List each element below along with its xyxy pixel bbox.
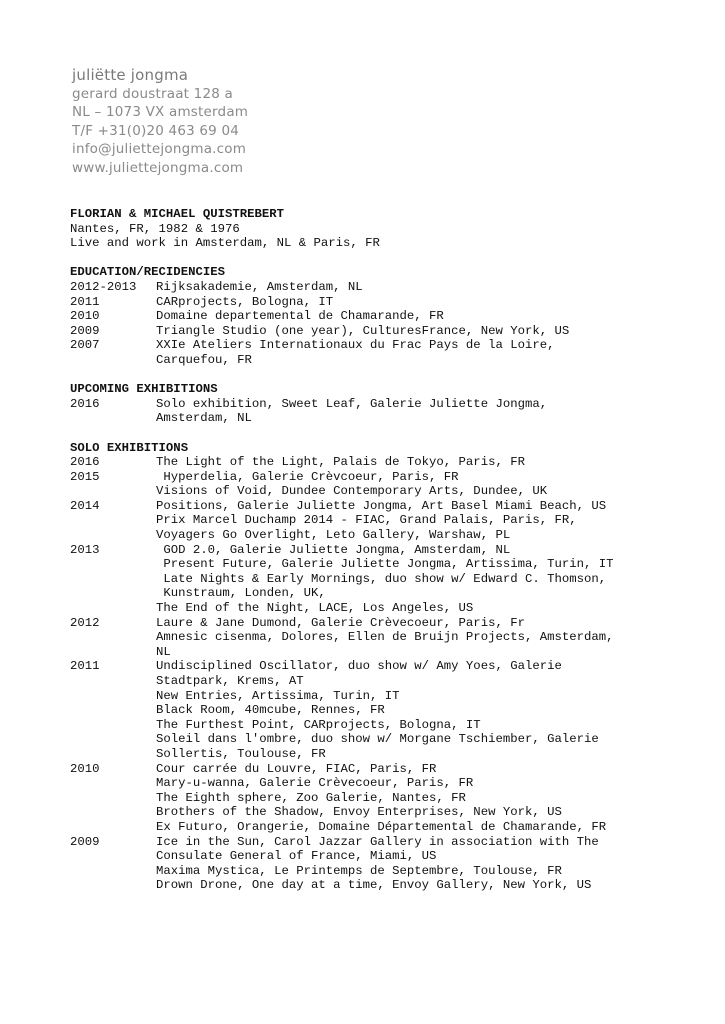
upcoming-heading: UPCOMING EXHIBITIONS [70, 382, 218, 397]
cv-entry-year: 2016 [70, 396, 100, 411]
artist-residence: Live and work in Amsterdam, NL & Paris, FR [70, 236, 380, 251]
cv-entry-line [70, 747, 670, 762]
cv-entry-text: CARprojects, Bologna, IT [156, 294, 334, 309]
artist-origin: Nantes, FR, 1982 & 1976 [70, 221, 240, 236]
cv-entry-line [70, 864, 670, 879]
cv-entry-year: 2013 [70, 542, 100, 557]
cv-entry-line [70, 309, 670, 324]
cv-entry-line [70, 324, 670, 339]
cv-entry-text: Maxima Mystica, Le Printemps de Septembre, Toulouse, FR [156, 863, 562, 878]
cv-entry-line [70, 849, 670, 864]
cv-entry-year: 2011 [70, 659, 100, 674]
cv-entry-text: Consulate General of France, Miami, US [156, 849, 437, 864]
cv-entry-text: Stadtpark, Krems, AT [156, 674, 304, 688]
cv-entry-year: 2015 [70, 469, 100, 484]
cv-entry-line [70, 601, 670, 616]
cv-entry-line [70, 338, 670, 353]
cv-entry-text: Undisciplined Oscillator, duo show w/ Amy Yoes, Galerie [156, 659, 562, 674]
cv-entry-text: Amnesic cisenma, Dolores, Ellen de Bruijn Projects, Amsterdam, [156, 630, 614, 645]
cv-entry-year: 2007 [70, 338, 100, 353]
cv-entry-text: Domaine departemental de Chamarande, FR [156, 309, 444, 324]
cv-entry-text: Mary-u-wanna, Galerie Crèvecoeur, Paris, FR [156, 776, 474, 791]
cv-entry-line [70, 280, 670, 295]
cv-entry-year: 2012-2013 [70, 279, 137, 294]
cv-entry-text: Sollertis, Toulouse, FR [156, 746, 326, 761]
cv-entry-year: 2016 [70, 455, 100, 470]
gallery-phone: T/F +31(0)20 463 69 04 [72, 122, 240, 139]
cv-entry-line [70, 411, 670, 426]
cv-entry-text: Ex Futuro, Orangerie, Domaine Départemental de Chamarande, FR [156, 819, 607, 834]
upcoming-section [70, 382, 670, 426]
cv-entry-line [70, 776, 670, 791]
cv-entry-year: 2010 [70, 761, 100, 776]
solo-list [70, 455, 670, 893]
cv-entry-text: The Eighth sphere, Zoo Galerie, Nantes, FR [156, 790, 466, 805]
cv-entry-year: 2009 [70, 834, 100, 849]
cv-entry-line [70, 703, 670, 718]
cv-entry-line [70, 353, 670, 368]
cv-entry-line [70, 659, 670, 674]
gallery-letterhead [72, 66, 292, 177]
cv-entry-text: Carquefou, FR [156, 352, 252, 367]
cv-entry-text: The End of the Night, LACE, Los Angeles, US [156, 601, 474, 616]
cv-entry-line [70, 572, 670, 587]
education-section [70, 265, 670, 367]
cv-entry-line [70, 674, 670, 689]
gallery-name: juliëtte jongma [72, 66, 189, 84]
gallery-website[interactable]: www.juliettejongma.com [72, 159, 244, 176]
solo-heading: SOLO EXHIBITIONS [70, 440, 189, 455]
cv-entry-line [70, 878, 670, 893]
gallery-city: NL – 1073 VX amsterdam [72, 104, 249, 120]
cv-entry-year: 2014 [70, 498, 100, 513]
cv-entry-text: The Light of the Light, Palais de Tokyo, Paris, FR [156, 455, 525, 470]
cv-entry-year: 2010 [70, 309, 100, 324]
cv-entry-text: Hyperdelia, Galerie Crèvcoeur, Paris, FR [156, 469, 459, 484]
cv-entry-text: Rijksakademie, Amsterdam, NL [156, 279, 363, 294]
cv-entry-text: Prix Marcel Duchamp 2014 - FIAC, Grand Palais, Paris, FR, [156, 513, 577, 528]
cv-entry-text: GOD 2.0, Galerie Juliette Jongma, Amsterdam, NL [156, 542, 511, 557]
cv-entry-line [70, 528, 670, 543]
cv-entry-line [70, 835, 670, 850]
cv-entry-line [70, 762, 670, 777]
cv-entry-text: XXIe Ateliers Internationaux du Frac Pays de la Loire, [156, 338, 555, 353]
cv-entry-text: Ice in the Sun, Carol Jazzar Gallery in association with The [156, 834, 599, 849]
cv-entry-text: Drown Drone, One day at a time, Envoy Gallery, New York, US [156, 878, 592, 893]
cv-entry-text: NL [156, 644, 171, 659]
cv-entry-text: New Entries, Artissima, Turin, IT [156, 688, 400, 703]
gallery-email: info@juliettejongma.com [72, 141, 247, 157]
cv-entry-line [70, 397, 670, 412]
cv-entry-text: Visions of Void, Dundee Contemporary Arts, Dundee, UK [156, 484, 548, 499]
cv-entry-text: Triangle Studio (one year), CulturesFrance, New York, US [156, 323, 570, 338]
cv-entry-text: Voyagers Go Overlight, Leto Gallery, Warshaw, PL [156, 528, 511, 543]
cv-entry-line [70, 513, 670, 528]
cv-entry-line [70, 616, 670, 631]
cv-entry-year: 2012 [70, 615, 100, 630]
cv-entry-line [70, 689, 670, 704]
education-heading: EDUCATION/RECIDENCIES [70, 265, 225, 280]
cv-entry-line [70, 586, 670, 601]
cv-entry-line [70, 718, 670, 733]
section-gap [70, 426, 670, 441]
cv-entry-text: Brothers of the Shadow, Envoy Enterprises, New York, US [156, 805, 562, 820]
section-gap [70, 368, 670, 383]
cv-entry-text: Solo exhibition, Sweet Leaf, Galerie Juliette Jongma, [156, 396, 548, 411]
cv-entry-year: 2009 [70, 323, 100, 338]
cv-entry-text: Cour carrée du Louvre, FIAC, Paris, FR [156, 761, 437, 776]
cv-entry-line [70, 557, 670, 572]
cv-entry-line [70, 484, 670, 499]
solo-section [70, 441, 670, 893]
education-list [70, 280, 670, 368]
cv-entry-line [70, 805, 670, 820]
cv-entry-text: Amsterdam, NL [156, 411, 252, 426]
cv-entry-text: Positions, Galerie Juliette Jongma, Art Basel Miami Beach, US [156, 498, 607, 513]
cv-entry-line [70, 455, 670, 470]
cv-entry-text: Present Future, Galerie Juliette Jongma, Artissima, Turin, IT [156, 557, 614, 572]
cv-entry-text: Black Room, 40mcube, Rennes, FR [156, 703, 385, 718]
cv-entry-line [70, 499, 670, 514]
cv-entry-line [70, 820, 670, 835]
section-gap [70, 251, 670, 266]
cv-entry-line [70, 732, 670, 747]
artist-name: FLORIAN & MICHAEL QUISTREBERT [70, 207, 285, 221]
cv-entry-text: Soleil dans l'ombre, duo show w/ Morgane Tschiember, Galerie [156, 732, 599, 747]
cv-entry-text: Laure & Jane Dumond, Galerie Crèvecoeur, Paris, Fr [156, 615, 525, 630]
gallery-street: gerard doustraat 128 a [72, 85, 233, 102]
cv-entry-text: The Furthest Point, CARprojects, Bologna, IT [156, 717, 481, 732]
cv-entry-text: Late Nights & Early Mornings, duo show w/ Edward C. Thomson, [156, 571, 607, 586]
cv-entry-line [70, 295, 670, 310]
cv-entry-line [70, 645, 670, 660]
upcoming-list [70, 397, 670, 426]
cv-body [70, 207, 670, 893]
cv-entry-line [70, 630, 670, 645]
cv-entry-line [70, 543, 670, 558]
cv-entry-text: Kunstraum, Londen, UK, [156, 586, 326, 601]
cv-entry-line [70, 470, 670, 485]
cv-entry-year: 2011 [70, 294, 100, 309]
cv-entry-line [70, 791, 670, 806]
